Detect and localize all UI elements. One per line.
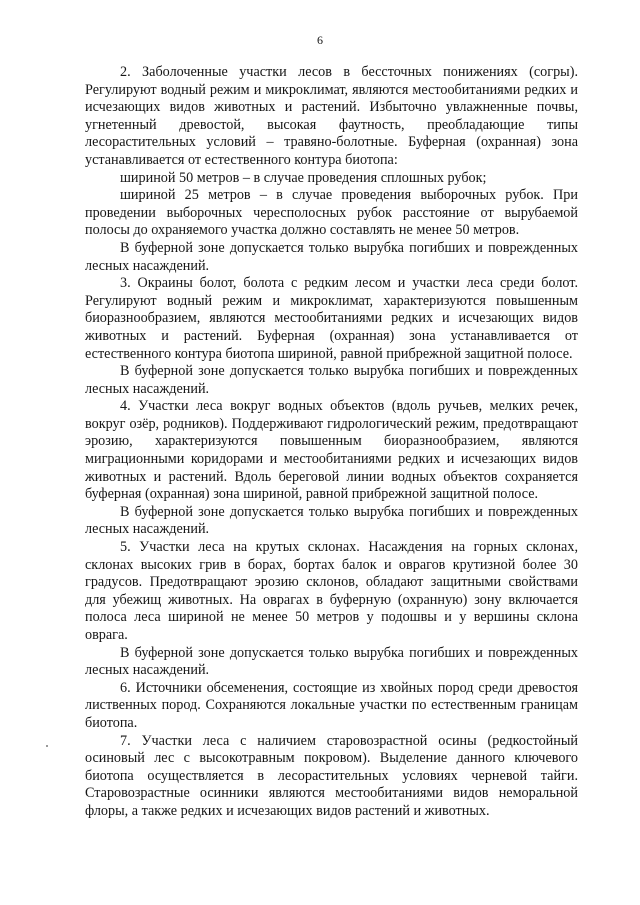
page-number: 6 <box>317 33 323 47</box>
paragraph-buffer-zone-note: В буферной зоне допускается только вырубка погибших и поврежденных лесных насаждений. <box>85 644 578 679</box>
paragraph-buffer-zone-note: В буферной зоне допускается только вырубка погибших и поврежденных лесных насаждений. <box>85 503 578 538</box>
paragraph-buffer-zone-note: В буферной зоне допускается только вырубка погибших и поврежденных лесных насаждений. <box>85 239 578 274</box>
paragraph-steep-slopes: 5. Участки леса на крутых склонах. Насаждения на горных склонах, склонах высоких грив в борах, бортах балок и оврагов крутизной более 30 градусов. Предотвращают эрозию склонов, обладают защитными свойствами для убежищ животных. На оврагах в буферную (охранную) зону включается полоса леса шириной не менее 50 метров у подошвы и у вершины склона оврага. <box>85 539 578 643</box>
paragraph-buffer-zone-note: В буферной зоне допускается только вырубка погибших и поврежденных лесных насаждений. <box>85 363 578 397</box>
paragraph-width-50m: шириной 50 метров – в случае проведения сплошных рубок; <box>120 169 487 186</box>
paragraph-old-aspen: 7. Участки леса с наличием старовозрастной осины (редкостойный осиновый лес с высокотравным покровом). Выделение данного ключевого биотопа осуществляется в лесорастительных условиях черневой тайги. Старовозрастные осинники являются местообитаниями видов неморальной флоры, а также редких и исчезающих видов растений и животных. <box>85 732 578 819</box>
paragraph-swamp-forests: 2. Заболоченные участки лесов в бессточных понижениях (согры). Регулируют водный режим и микроклимат, являются местообитаниями редких и исчезающих видов животных и растений. Избыточно увлажненные почвы, угнетенный древостой, высокая фаутность, преобладающие типы лесорастительных условий – травяно-болотные. Буферная (охранная) зона устанавливается от естественного контура биотопа: <box>85 64 578 168</box>
scan-speck <box>46 745 48 747</box>
paragraph-bog-edges: 3. Окраины болот, болота с редким лесом и участки леса среди болот. Регулируют водный режим и микроклимат, характеризуются повышенным биоразнообразием, являются местообитаниями редких и исчезающих видов животных и растений. Буферная (охранная) зона устанавливается от естественного контура биотопа шириной, равной прибрежной защитной полосе. <box>85 275 578 362</box>
paragraph-seed-sources: 6. Источники обсеменения, состоящие из хвойных пород среди древостоя лиственных пород. Сохраняются локальные участки по естественным границам биотопа. <box>85 679 578 731</box>
document-body <box>85 64 578 821</box>
paragraph-water-bodies: 4. Участки леса вокруг водных объектов (вдоль ручьев, мелких речек, вокруг озёр, родников). Поддерживают гидрологический режим, предотвращают эрозию, характеризуются повышенным биоразнообразием, являются миграционными коридорами и местообитаниями редких и исчезающих видов животных и растений. Вдоль береговой линии водных объектов сохраняется буферная (охранная) зона шириной, равной прибрежной защитной полосе. <box>85 398 578 503</box>
paragraph-width-25m: шириной 25 метров – в случае проведения выборочных рубок. При проведении выборочных чересполосных рубок расстояние от вырубаемой полосы до охраняемого участка должно составлять не менее 50 метров. <box>85 187 578 239</box>
